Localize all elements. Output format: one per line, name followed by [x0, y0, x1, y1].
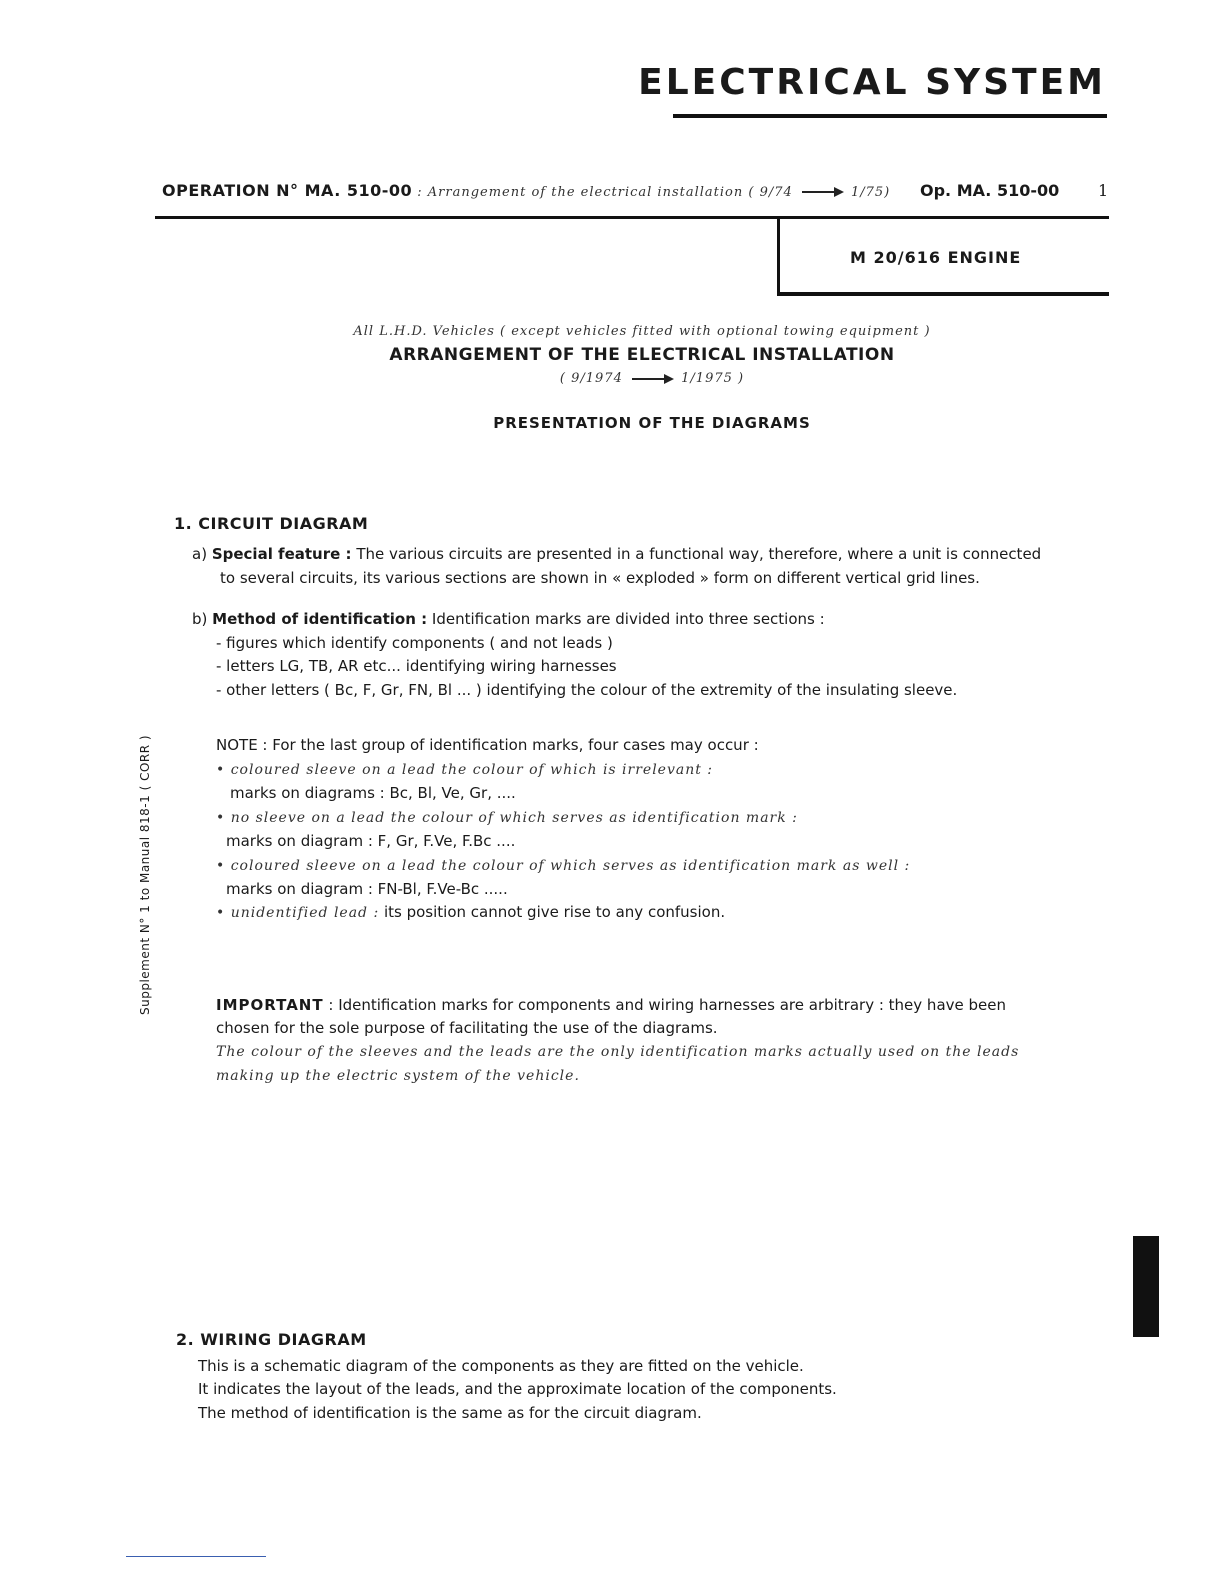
important-text-4: making up the electric system of the vehicle. — [216, 1068, 580, 1084]
note-case-last — [216, 905, 725, 920]
important-text-3: The colour of the sleeves and the leads are the only identification marks actually used on the leads — [216, 1044, 1020, 1060]
arrow-icon — [802, 191, 842, 193]
paragraph-line: The method of identification is the same as for the circuit diagram. — [198, 1404, 702, 1422]
important-text: : Identification marks for components and wiring harnesses are arbitrary : they have been — [328, 996, 1006, 1014]
note-case-title: • unidentified lead : — [216, 905, 380, 921]
engine-box — [777, 219, 1109, 296]
note-intro: NOTE : For the last group of identification marks, four cases may occur : — [216, 736, 759, 754]
section-title-circuit-diagram: 1. CIRCUIT DIAGRAM — [174, 514, 369, 533]
page-number: 1 — [1098, 181, 1109, 200]
method-identification-text: Identification marks are divided into three sections : — [431, 610, 825, 628]
operation-description: : Arrangement of the electrical installation ( 9/74 — [417, 185, 793, 200]
bottom-rule — [126, 1556, 266, 1557]
important-line — [216, 998, 1006, 1013]
period-end: 1/1975 ) — [681, 371, 745, 386]
method-identification-line — [192, 612, 825, 627]
arrow-icon — [632, 378, 672, 380]
operation-description-end: 1/75) — [850, 185, 891, 200]
list-item: - figures which identify components ( and not leads ) — [216, 634, 613, 652]
note-case-marks: marks on diagram : F, Gr, F.Ve, F.Bc .... — [226, 832, 516, 850]
note-case-title: • coloured sleeve on a lead the colour of which is irrelevant : — [216, 762, 714, 778]
special-feature-line — [192, 547, 1041, 562]
note-case-marks: marks on diagram : FN-Bl, F.Ve-Bc ..... — [226, 880, 508, 898]
supplement-note: Supplement N° 1 to Manual 818-1 ( CORR ) — [138, 734, 152, 1015]
list-item: - other letters ( Bc, F, Gr, FN, Bl ... ) identifying the colour of the extremity of the insulating sleeve. — [216, 681, 958, 699]
main-heading: ARRANGEMENT OF THE ELECTRICAL INSTALLATION — [389, 345, 895, 365]
special-feature-text-2: to several circuits, its various sections are shown in « exploded » form on different vertical grid lines. — [220, 569, 980, 587]
note-case-title: • coloured sleeve on a lead the colour of which serves as identification mark as well : — [216, 858, 911, 874]
operation-reference: Op. MA. 510-00 — [920, 181, 1060, 200]
item-prefix: b) — [192, 610, 208, 628]
paragraph-line: It indicates the layout of the leads, and the approximate location of the components. — [198, 1380, 837, 1398]
list-item: - letters LG, TB, AR etc... identifying wiring harnesses — [216, 657, 617, 675]
page-title: ELECTRICAL SYSTEM — [638, 62, 1106, 103]
period-start: ( 9/1974 — [559, 371, 623, 386]
item-prefix: a) — [192, 545, 208, 563]
title-underline — [673, 114, 1107, 118]
special-feature-text: The various circuits are presented in a functional way, therefore, where a unit is connected — [356, 545, 1042, 563]
important-text-2: chosen for the sole purpose of facilitating the use of the diagrams. — [216, 1019, 718, 1037]
sub-heading: PRESENTATION OF THE DIAGRAMS — [493, 414, 811, 432]
period-range — [40, 371, 1224, 386]
engine-label: M 20/616 ENGINE — [850, 248, 1022, 267]
note-case-text: its position cannot give rise to any confusion. — [383, 903, 726, 921]
section-tab-marker — [1133, 1236, 1159, 1337]
operation-line — [162, 181, 1112, 200]
section-title-wiring-diagram: 2. WIRING DIAGRAM — [176, 1330, 367, 1349]
applies-to: All L.H.D. Vehicles ( except vehicles fitted with optional towing equipment ) — [353, 324, 931, 339]
paragraph-line: This is a schematic diagram of the components as they are fitted on the vehicle. — [198, 1357, 804, 1375]
important-label: IMPORTANT — [216, 996, 324, 1014]
note-case-title: • no sleeve on a lead the colour of which serves as identification mark : — [216, 810, 798, 826]
note-case-marks: marks on diagrams : Bc, Bl, Ve, Gr, .... — [230, 784, 516, 802]
special-feature-label: Special feature : — [211, 545, 352, 563]
method-identification-label: Method of identification : — [212, 610, 428, 628]
operation-label: OPERATION N° MA. 510-00 — [162, 181, 413, 200]
